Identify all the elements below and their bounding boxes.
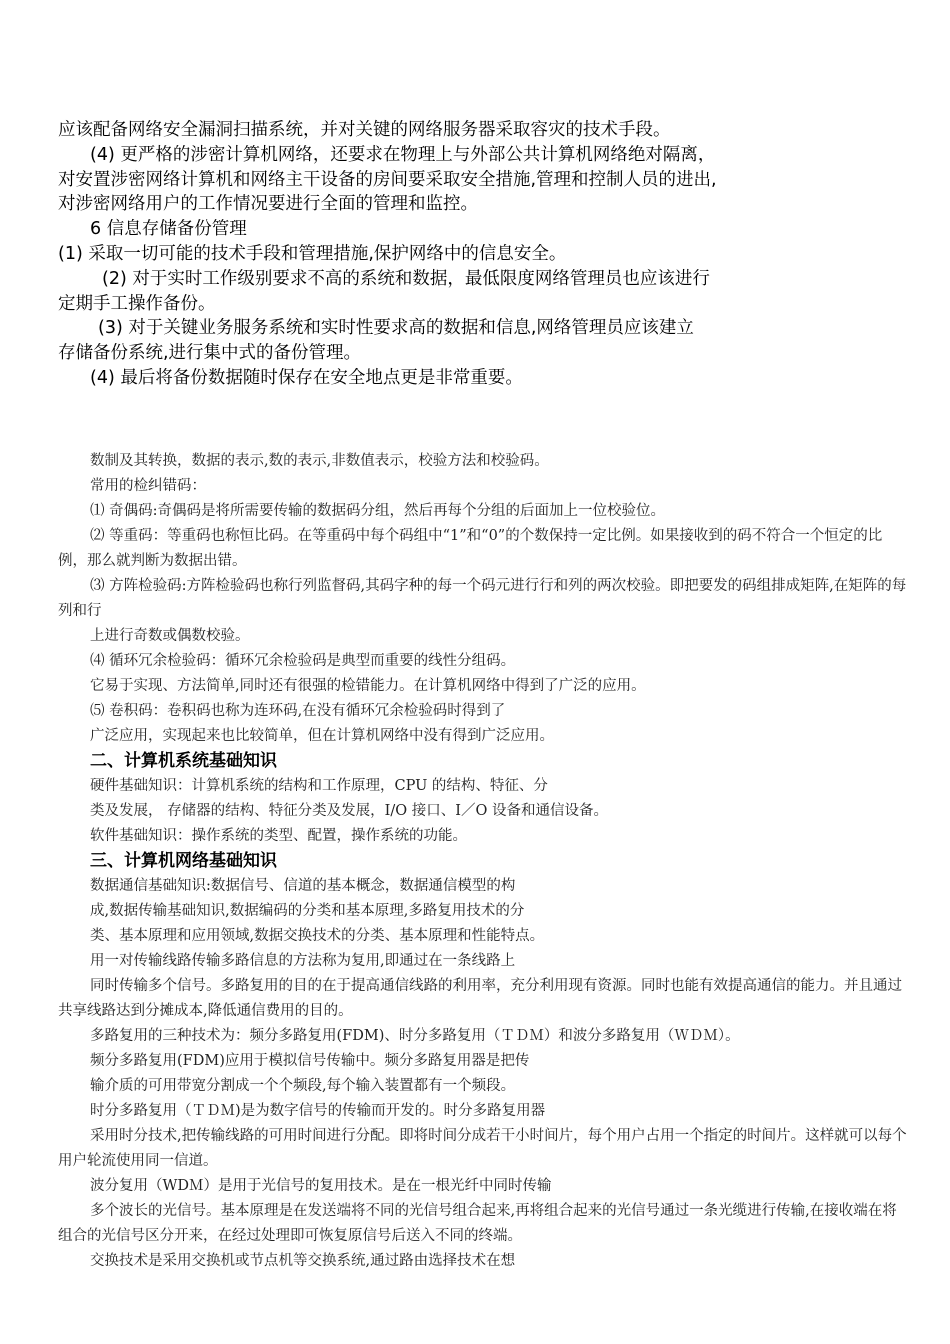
document-page bbox=[58, 118, 910, 1274]
paragraph: ⑶ 方阵检验码:方阵检验码也称行列监督码,其码字种的每一个码元进行行和列的两次校验。即把要发的码组排成矩阵,在矩阵的每列和行 bbox=[58, 577, 907, 619]
paragraph: 多个波长的光信号。基本原理是在发送端将不同的光信号组合起来,再将组合起来的光信号通过一条光缆进行传输,在接收端在将组合的光信号区分开来，在经过处理即可恢复原信号后送入不同的终端。 bbox=[58, 1202, 897, 1244]
text-line: (4) 更严格的涉密计算机网络，还要求在物理上与外部公共计算机网络绝对隔离， bbox=[90, 144, 716, 165]
paragraph: 类、基本原理和应用领域,数据交换技术的分类、基本原理和性能特点。 bbox=[90, 927, 545, 944]
text-line: (4) 最后将备份数据随时保存在安全地点更是非常重要。 bbox=[90, 367, 523, 388]
paragraph: 频分多路复用(FDM)应用于模拟信号传输中。频分多路复用器是把传 bbox=[90, 1052, 530, 1069]
paragraph: 用一对传输线路传输多路信息的方法称为复用,即通过在一条线路上 bbox=[90, 952, 516, 969]
paragraph: 采用时分技术,把传输线路的可用时间进行分配。即将时间分成若干小时间片，每个用户占用一个指定的时间片。这样就可以每个用户轮流使用同一信道。 bbox=[58, 1127, 907, 1169]
text-line: (2) 对于实时工作级别要求不高的系统和数据，最低限度网络管理员也应该进行 bbox=[102, 268, 710, 289]
paragraph: 软件基础知识：操作系统的类型、配置，操作系统的功能。 bbox=[90, 827, 467, 844]
paragraph: 它易于实现、方法简单,同时还有很强的检错能力。在计算机网络中得到了广泛的应用。 bbox=[90, 677, 646, 694]
paragraph: 多路复用的三种技术为：频分多路复用(FDM)、时分多路复用（ＴＤＭ）和波分多路复用（ＷＤＭ）。 bbox=[90, 1027, 740, 1044]
section-heading: 6 信息存储备份管理 bbox=[90, 219, 247, 240]
paragraph: 广泛应用，实现起来也比较简单，但在计算机网络中没有得到广泛应用。 bbox=[90, 727, 554, 744]
text-line: 对涉密网络用户的工作情况要进行全面的管理和监控。 bbox=[58, 194, 478, 215]
paragraph: ⑴ 奇偶码:奇偶码是将所需要传输的数据码分组，然后再每个分组的后面加上一位校验位。 bbox=[90, 502, 665, 519]
paragraph: 波分复用（WDＭ）是用于光信号的复用技术。是在一根光纤中同时传输 bbox=[90, 1177, 552, 1194]
text-line: 对安置涉密网络计算机和网络主干设备的房间要采取安全措施,管理和控制人员的进出, bbox=[58, 169, 717, 190]
paragraph: 数据通信基础知识:数据信号、信道的基本概念，数据通信模型的构 bbox=[90, 877, 516, 894]
paragraph: ⑸ 卷积码：卷积码也称为连环码,在没有循环冗余检验码时得到了 bbox=[90, 702, 506, 719]
paragraph: 类及发展， 存储器的结构、特征分类及发展，I/O 接口、I／O 设备和通信设备。 bbox=[90, 802, 608, 819]
spacer bbox=[58, 391, 910, 449]
paragraph: 数制及其转换，数据的表示,数的表示,非数值表示，校验方法和校验码。 bbox=[90, 452, 549, 469]
paragraph: 上进行奇数或偶数校验。 bbox=[90, 627, 250, 644]
paragraph: 时分多路复用（ＴＤＭ)是为数字信号的传输而开发的。时分多路复用器 bbox=[90, 1102, 546, 1119]
paragraph: 交换技术是采用交换机或节点机等交换系统,通过路由选择技术在想 bbox=[90, 1252, 516, 1269]
paragraph: 硬件基础知识：计算机系统的结构和工作原理，CPU 的结构、特征、分 bbox=[90, 777, 548, 794]
text-line: 应该配备网络安全漏洞扫描系统，并对关键的网络服务器采取容灾的技术手段。 bbox=[58, 120, 671, 140]
text-line: 存储备份系统,进行集中式的备份管理。 bbox=[58, 343, 362, 364]
section-heading: 三、计算机网络基础知识 bbox=[90, 850, 277, 871]
paragraph: 同时传输多个信号。多路复用的目的在于提高通信线路的利用率，充分利用现有资源。同时也能有效提高通信的能力。并且通过共享线路达到分摊成本,降低通信费用的目的。 bbox=[58, 977, 902, 1019]
section-heading: 二、计算机系统基础知识 bbox=[90, 750, 277, 771]
text-line: (1) 采取一切可能的技术手段和管理措施,保护网络中的信息安全。 bbox=[58, 243, 567, 264]
text-line: 定期手工操作备份。 bbox=[58, 293, 216, 314]
paragraph: 常用的检纠错码： bbox=[90, 477, 206, 494]
paragraph: ⑵ 等重码：等重码也称恒比码。在等重码中每个码组中“1”和“0”的个数保持一定比例。如果接收到的码不符合一个恒定的比例，那么就判断为数据出错。 bbox=[58, 527, 883, 569]
paragraph: 输介质的可用带宽分割成一个个频段,每个输入装置都有一个频段。 bbox=[90, 1077, 516, 1094]
text-line: (3) 对于关键业务服务系统和实时性要求高的数据和信息,网络管理员应该建立 bbox=[98, 318, 694, 339]
paragraph: ⑷ 循环冗余检验码：循环冗余检验码是典型而重要的线性分组码。 bbox=[90, 652, 516, 669]
paragraph: 成,数据传输基础知识,数据编码的分类和基本原理,多路复用技术的分 bbox=[90, 902, 525, 919]
